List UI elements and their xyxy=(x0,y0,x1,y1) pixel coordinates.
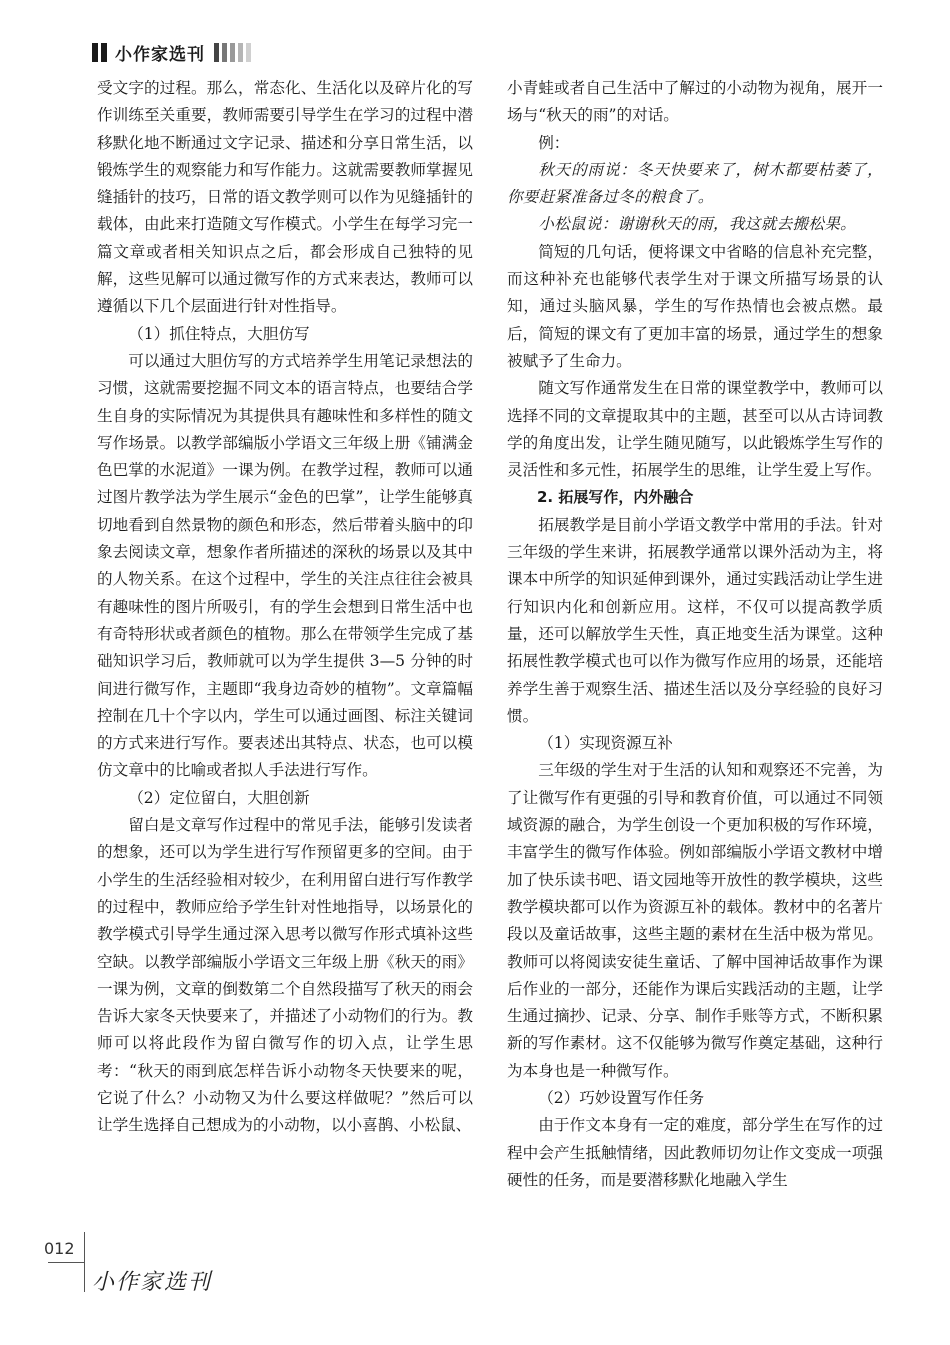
left-column xyxy=(97,75,473,1140)
header-bar-left-1 xyxy=(92,43,98,62)
journal-title: 小作家选刊 xyxy=(115,44,205,65)
header-gradient-bar-2 xyxy=(222,43,227,62)
paragraph: 三年级的学生对于生活的认知和观察还不完善，为了让微写作有更强的引导和教育价值，可以通过不同领域资源的融合，为学生创设一个更加积极的写作环境，丰富学生的微写作体验。例如部编版小学语文教材中增加了快乐读书吧、语文园地等开放性的教学模块，这些教学模块都可以作为资源互补的载体。教材中的名著片段以及童话故事，这些主题的素材在生活中极为常见。教师可以将阅读安徒生童话、了解中国神话故事作为课后作业的一部分，还能作为课后实践活动的主题，让学生通过摘抄、记录、分享、制作手账等方式，不断积累新的写作素材。这不仅能够为微写作奠定基础，这种行为本身也是一种微写作。 xyxy=(507,761,883,1080)
example-label: 例： xyxy=(538,133,570,152)
paragraph: 可以通过大胆仿写的方式培养学生用笔记录想法的习惯，这就需要挖掘不同文本的语言特点，也要结合学生自身的实际情况为其提供具有趣味性和多样性的随文写作场景。以教学部编版小学语文三年级上册《铺满金色巴掌的水泥道》一课为例。在教学过程，教师可以通过图片教学法为学生展示“金色的巴掌”，让学生能够真切地看到自然景物的颜色和形态，然后带着头脑中的印象去阅读文章，想象作者所描述的深秋的场景以及其中的人物关系。在这个过程中，学生的关注点往往会被具有趣味性的图片所吸引，有的学生会想到日常生活中也有奇特形状或者颜色的植物。那么在带领学生完成了基础知识学习后，教师就可以为学生提供 3—5 分钟的时间进行微写作，主题即“我身边奇妙的植物”。文章篇幅控制在几十个字以内，学生可以通过画图、标注关键词的方式来进行写作。要表述出其特点、状态，也可以模仿文章中的比喻或者拟人手法进行写作。 xyxy=(97,351,473,780)
paragraph: 小青蛙或者自己生活中了解过的小动物为视角，展开一场与“秋天的雨”的对话。 xyxy=(507,79,883,125)
right-column xyxy=(507,75,883,1194)
paragraph: 随文写作通常发生在日常的课堂教学中，教师可以选择不同的文章提取其中的主题，甚至可以从古诗词教学的角度出发，让学生随见随写，以此锻炼学生写作的灵活性和多元性，拓展学生的思维，让学生爱上写作。 xyxy=(507,379,883,480)
header-gradient-bar-1 xyxy=(214,43,219,62)
section-heading: 2. 拓展写作，内外融合 xyxy=(537,488,694,507)
example-line: 小松鼠说：谢谢秋天的雨，我这就去搬松果。 xyxy=(538,215,857,234)
paragraph: 留白是文章写作过程中的常见手法，能够引发读者的想象，还可以为学生进行写作预留更多的空间。由于小学生的生活经验相对较少，在利用留白进行写作教学的过程中，教师应给予学生针对性地指导，以场景化的教学模式引导学生通过深入思考以微写作形式填补这些空缺。以教学部编版小学语文三年级上册《秋天的雨》一课为例，文章的倒数第二个自然段描写了秋天的雨会告诉大家冬天快要来了，并描述了小动物们的行为。教师可以将此段作为留白微写作的切入点，让学生思考：“秋天的雨到底怎样告诉小动物冬天快要来的呢，它说了什么？小动物又为什么要这样做呢？”然后可以让学生选择自己想成为的小动物，以小喜鹊、小松鼠、 xyxy=(97,816,473,1135)
header-bar-left-2 xyxy=(101,43,107,62)
paragraph: 拓展教学是目前小学语文教学中常用的手法。针对三年级的学生来讲，拓展教学通常以课外活动为主，将课本中所学的知识延伸到课外，通过实践活动让学生进行知识内化和创新应用。这样，不仅可以提高教学质量，还可以解放学生天性，真正地变生活为课堂。这种拓展性教学模式也可以作为微写作应用的场景，还能培养学生善于观察生活、描述生活以及分享经验的良好习惯。 xyxy=(507,515,883,725)
header-gradient-bar-4 xyxy=(238,43,243,62)
subheading: （2）巧妙设置写作任务 xyxy=(538,1088,705,1107)
example-line: 秋天的雨说：冬天快要来了，树木都要枯萎了，你要赶紧准备过冬的粮食了。 xyxy=(507,160,883,207)
footer-vertical-rule xyxy=(84,1232,85,1292)
page-number: 012 xyxy=(44,1239,75,1258)
footer-horizontal-rule xyxy=(48,1262,84,1263)
subheading: （1）抓住特点，大胆仿写 xyxy=(128,324,310,343)
running-header xyxy=(92,40,254,64)
header-gradient-bar-5 xyxy=(246,43,251,62)
paragraph: 简短的几句话，便将课文中省略的信息补充完整，而这种补充也能够代表学生对于课文所描写场景的认知，通过头脑风暴，学生的写作热情也会被点燃。最后，简短的课文有了更加丰富的场景，通过学生的想象被赋予了生命力。 xyxy=(507,242,883,370)
paragraph: 受文字的过程。那么，常态化、生活化以及碎片化的写作训练至关重要，教师需要引导学生在学习的过程中潜移默化地不断通过文字记录、描述和分享日常生活，以锻炼学生的观察能力和写作能力。这就需要教师掌握见缝插针的技巧，日常的语文教学则可以作为见缝插针的载体，由此来打造随文写作模式。小学生在每学习完一篇文章或者相关知识点之后，都会形成自己独特的见解，这些见解可以通过微写作的方式来表达，教师可以遵循以下几个层面进行针对性指导。 xyxy=(97,79,473,316)
paragraph: 由于作文本身有一定的难度，部分学生在写作的过程中会产生抵触情绪，因此教师切勿让作文变成一项强硬性的任务，而是要潜移默化地融入学生 xyxy=(507,1116,883,1189)
journal-logo: 小作家选刊 xyxy=(92,1270,213,1295)
subheading: （2）定位留白，大胆创新 xyxy=(128,788,310,807)
header-gradient-bar-3 xyxy=(230,43,235,62)
subheading: （1）实现资源互补 xyxy=(538,734,673,753)
